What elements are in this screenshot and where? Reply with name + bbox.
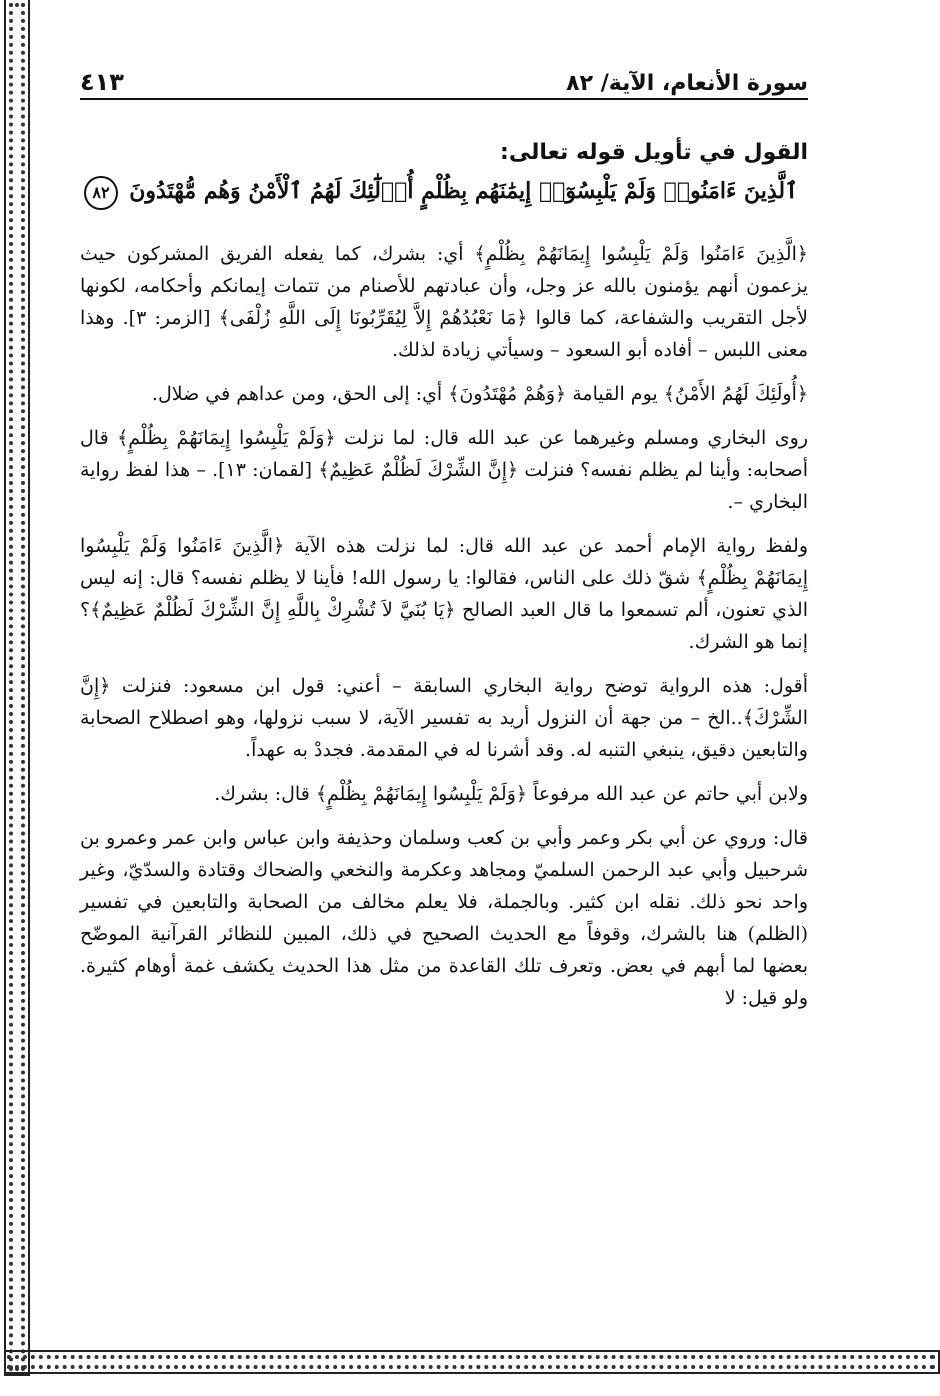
paragraph-2: ﴿أُولَئِكَ لَهُمُ الأَمْنُ﴾ يوم القيامة ﴿وَهُمْ مُهْتَدُونَ﴾ أي: إلى الحق، ومن عداهم في ضلال. [151,383,808,405]
section-heading: القول في تأويل قوله تعالى: [500,140,808,165]
verse-text: ٱلَّذِينَ ءَامَنُوا۟ وَلَمْ يَلْبِسُوٓا۟ إِيمَٰنَهُم بِظُلْمٍ أُو۟لَٰٓئِكَ لَهُمُ ٱلْأَمْنُ وَهُم مُّهْتَدُونَ [129,178,798,204]
paragraph-1: ﴿الَّذِينَ ءَامَنُوا وَلَمْ يَلْبِسُوا إِيمَانَهُمْ بِظُلْمٍ﴾ أي: بشرك، كما يفعله الفريق المشركون حيث يزعمون أنهم يؤمنون بالله عز وجل، وأن عبادتهم للأصنام من تتمات إيمانكم وأحكامه، لكونها لأجل التقريب والشفاعة، كما قالوا ﴿مَا نَعْبُدُهُمْ إِلاَّ لِيُقَرِّبُونَا إِلَى اللَّهِ زُلْفَى﴾ [الزمر: ٣]. وهذا معنى اللبس – أفاده أبو السعود – وسيأتي زيادة لذلك. [80,243,808,361]
quran-verse [80,176,808,216]
running-header [80,62,808,100]
paragraph-6: ولابن أبي حاتم عن عبد الله مرفوعاً ﴿وَلَمْ يَلْبِسُوا إِيمَانَهُمْ بِظُلْمٍ﴾ قال: بشرك. [214,783,808,805]
paragraph-3: روى البخاري ومسلم وغيرهما عن عبد الله قال: لما نزلت ﴿وَلَمْ يَلْبِسُوا إِيمَانَهُمْ بِظُلْمٍ﴾ قال أصحابه: وأينا لم يظلم نفسه؟ فنزلت ﴿إِنَّ الشِّرْكَ لَظُلْمٌ عَظِيمٌ﴾ [لقمان: ١٣]. – هذا لفظ رواية البخاري –. [80,427,808,513]
surah-reference: سورة الأنعام، الآية/ ٨٢ [566,71,808,96]
paragraph-7: قال: وروي عن أبي بكر وعمر وأبي بن كعب وسلمان وحذيفة وابن عباس وابن عمر وعمرو بن شرحبيل وأبي عبد الرحمن السلميّ ومجاهد وعكرمة والنخعي والضحاك وقتادة والسدّيّ، وغير واحد نحو ذلك. نقله ابن كثير. وبالجملة، فلا يعلم مخالف من الصحابة والتابعين في تفسير (الظلم) هنا بالشرك، وقوفاً مع الحديث الصحيح في ذلك، المبين للنظائر القرآنية الموضّح بعضها لما أبهم في بعض. وتعرف تلك القاعدة من مثل هذا الحديث يكشف غمة أوهام كثيرة. ولو قيل: لا [80,827,808,1009]
verse-number-marker: ٨٢ [84,176,117,210]
paragraph-5: أقول: هذه الرواية توضح رواية البخاري السابقة – أعني: قول ابن مسعود: فنزلت ﴿إِنَّ الشِّرْكَ﴾..الخ – من جهة أن النزول أريد به تفسير الآية، لا سبب نزولها، وهو اصطلاح الصحابة والتابعين دقيق، ينبغي التنبه له. وقد أشرنا له في المقدمة. فجددْ به عهداً. [80,675,808,761]
paragraph-4: ولفظ رواية الإمام أحمد عن عبد الله قال: لما نزلت هذه الآية ﴿الَّذِينَ ءَامَنُوا وَلَمْ يَلْبِسُوا إِيمَانَهُمْ بِظُلْمٍ﴾ شقّ ذلك على الناس، فقالوا: يا رسول الله! فأينا لا يظلم نفسه؟ قال: إنه ليس الذي تعنون، ألم تسمعوا ما قال العبد الصالح ﴿يَا بُنَيَّ لاَ تُشْرِكْ بِاللَّهِ إِنَّ الشِّرْكَ لَظُلْمٌ عَظِيمٌ﴾؟ إنما هو الشرك. [80,535,808,653]
page-number: ٤١٣ [80,68,124,96]
book-page [80,62,808,1014]
ornamental-border-left [4,0,30,1376]
ornamental-border-bottom [4,1350,940,1374]
